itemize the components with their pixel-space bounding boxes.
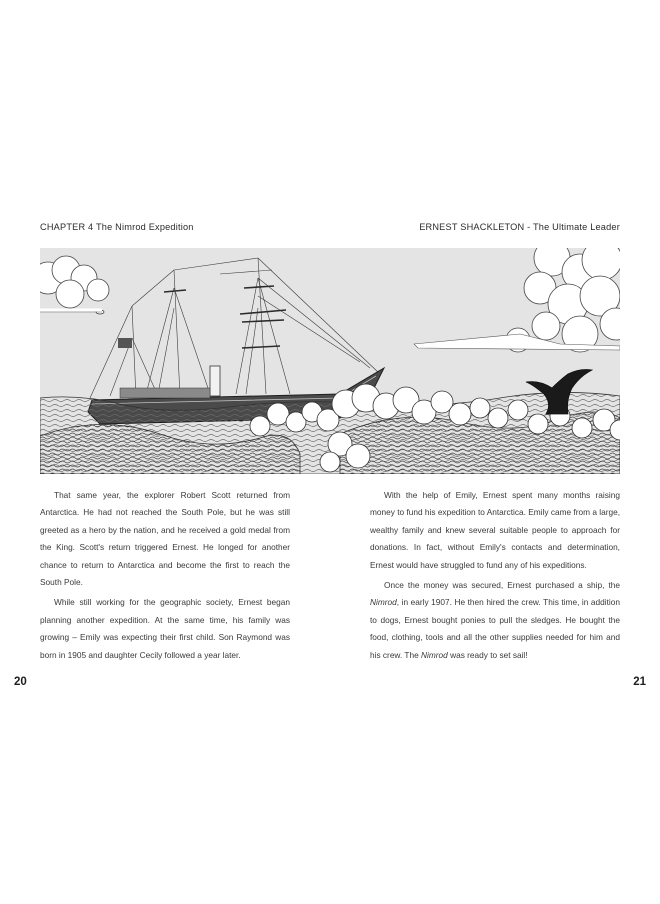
paragraph: That same year, the explorer Robert Scott returned from Antarctica. He had not reached the South Pole, but he was still greeted as a hero by the nation, and he received a gold medal from the King. Scott's return triggered Ernest. He longed for another chance to return to Antarctica and become the first to reach the South Pole. xyxy=(40,490,290,588)
paragraph: With the help of Emily, Ernest spent many months raising money to fund his expedition to Antarctica. Emily came from a large, wealthy family and knew several suitable people to approach for donations. In fact, without Emily's contacts and determination, Ernest would have struggled to fund any of his expeditions. xyxy=(370,490,620,570)
flag xyxy=(118,338,132,348)
ship-illustration xyxy=(40,248,620,474)
paragraph xyxy=(370,577,620,664)
text-segment: Once the money was secured, Ernest purchased a ship, the xyxy=(384,580,620,591)
ship-name: Nimrod xyxy=(370,597,397,608)
page-number-left: 20 xyxy=(14,676,27,688)
text-segment: , in early 1907. He then hired the crew. This time, in addition to dogs, Ernest bought ponies to pull the sledges. He bought the food, clothing, tools and all the other supplies needed for him and his crew. The xyxy=(370,597,620,660)
ship-name: Nimrod xyxy=(421,649,448,660)
running-head-left: CHAPTER 4 The Nimrod Expedition xyxy=(40,222,194,232)
left-page-text xyxy=(40,487,290,667)
paragraph: While still working for the geographic society, Ernest began planning another expedition. At the same time, his family was growing – Emily was expecting their first child. Son Raymond was born in 1905 and daughter Cecily followed a year later. xyxy=(40,597,290,660)
running-head-right: ERNEST SHACKLETON - The Ultimate Leader xyxy=(419,222,620,232)
page-number-right: 21 xyxy=(633,676,646,688)
right-page-text xyxy=(370,487,620,667)
funnel xyxy=(210,366,220,396)
text-segment: was ready to set sail! xyxy=(447,649,528,660)
